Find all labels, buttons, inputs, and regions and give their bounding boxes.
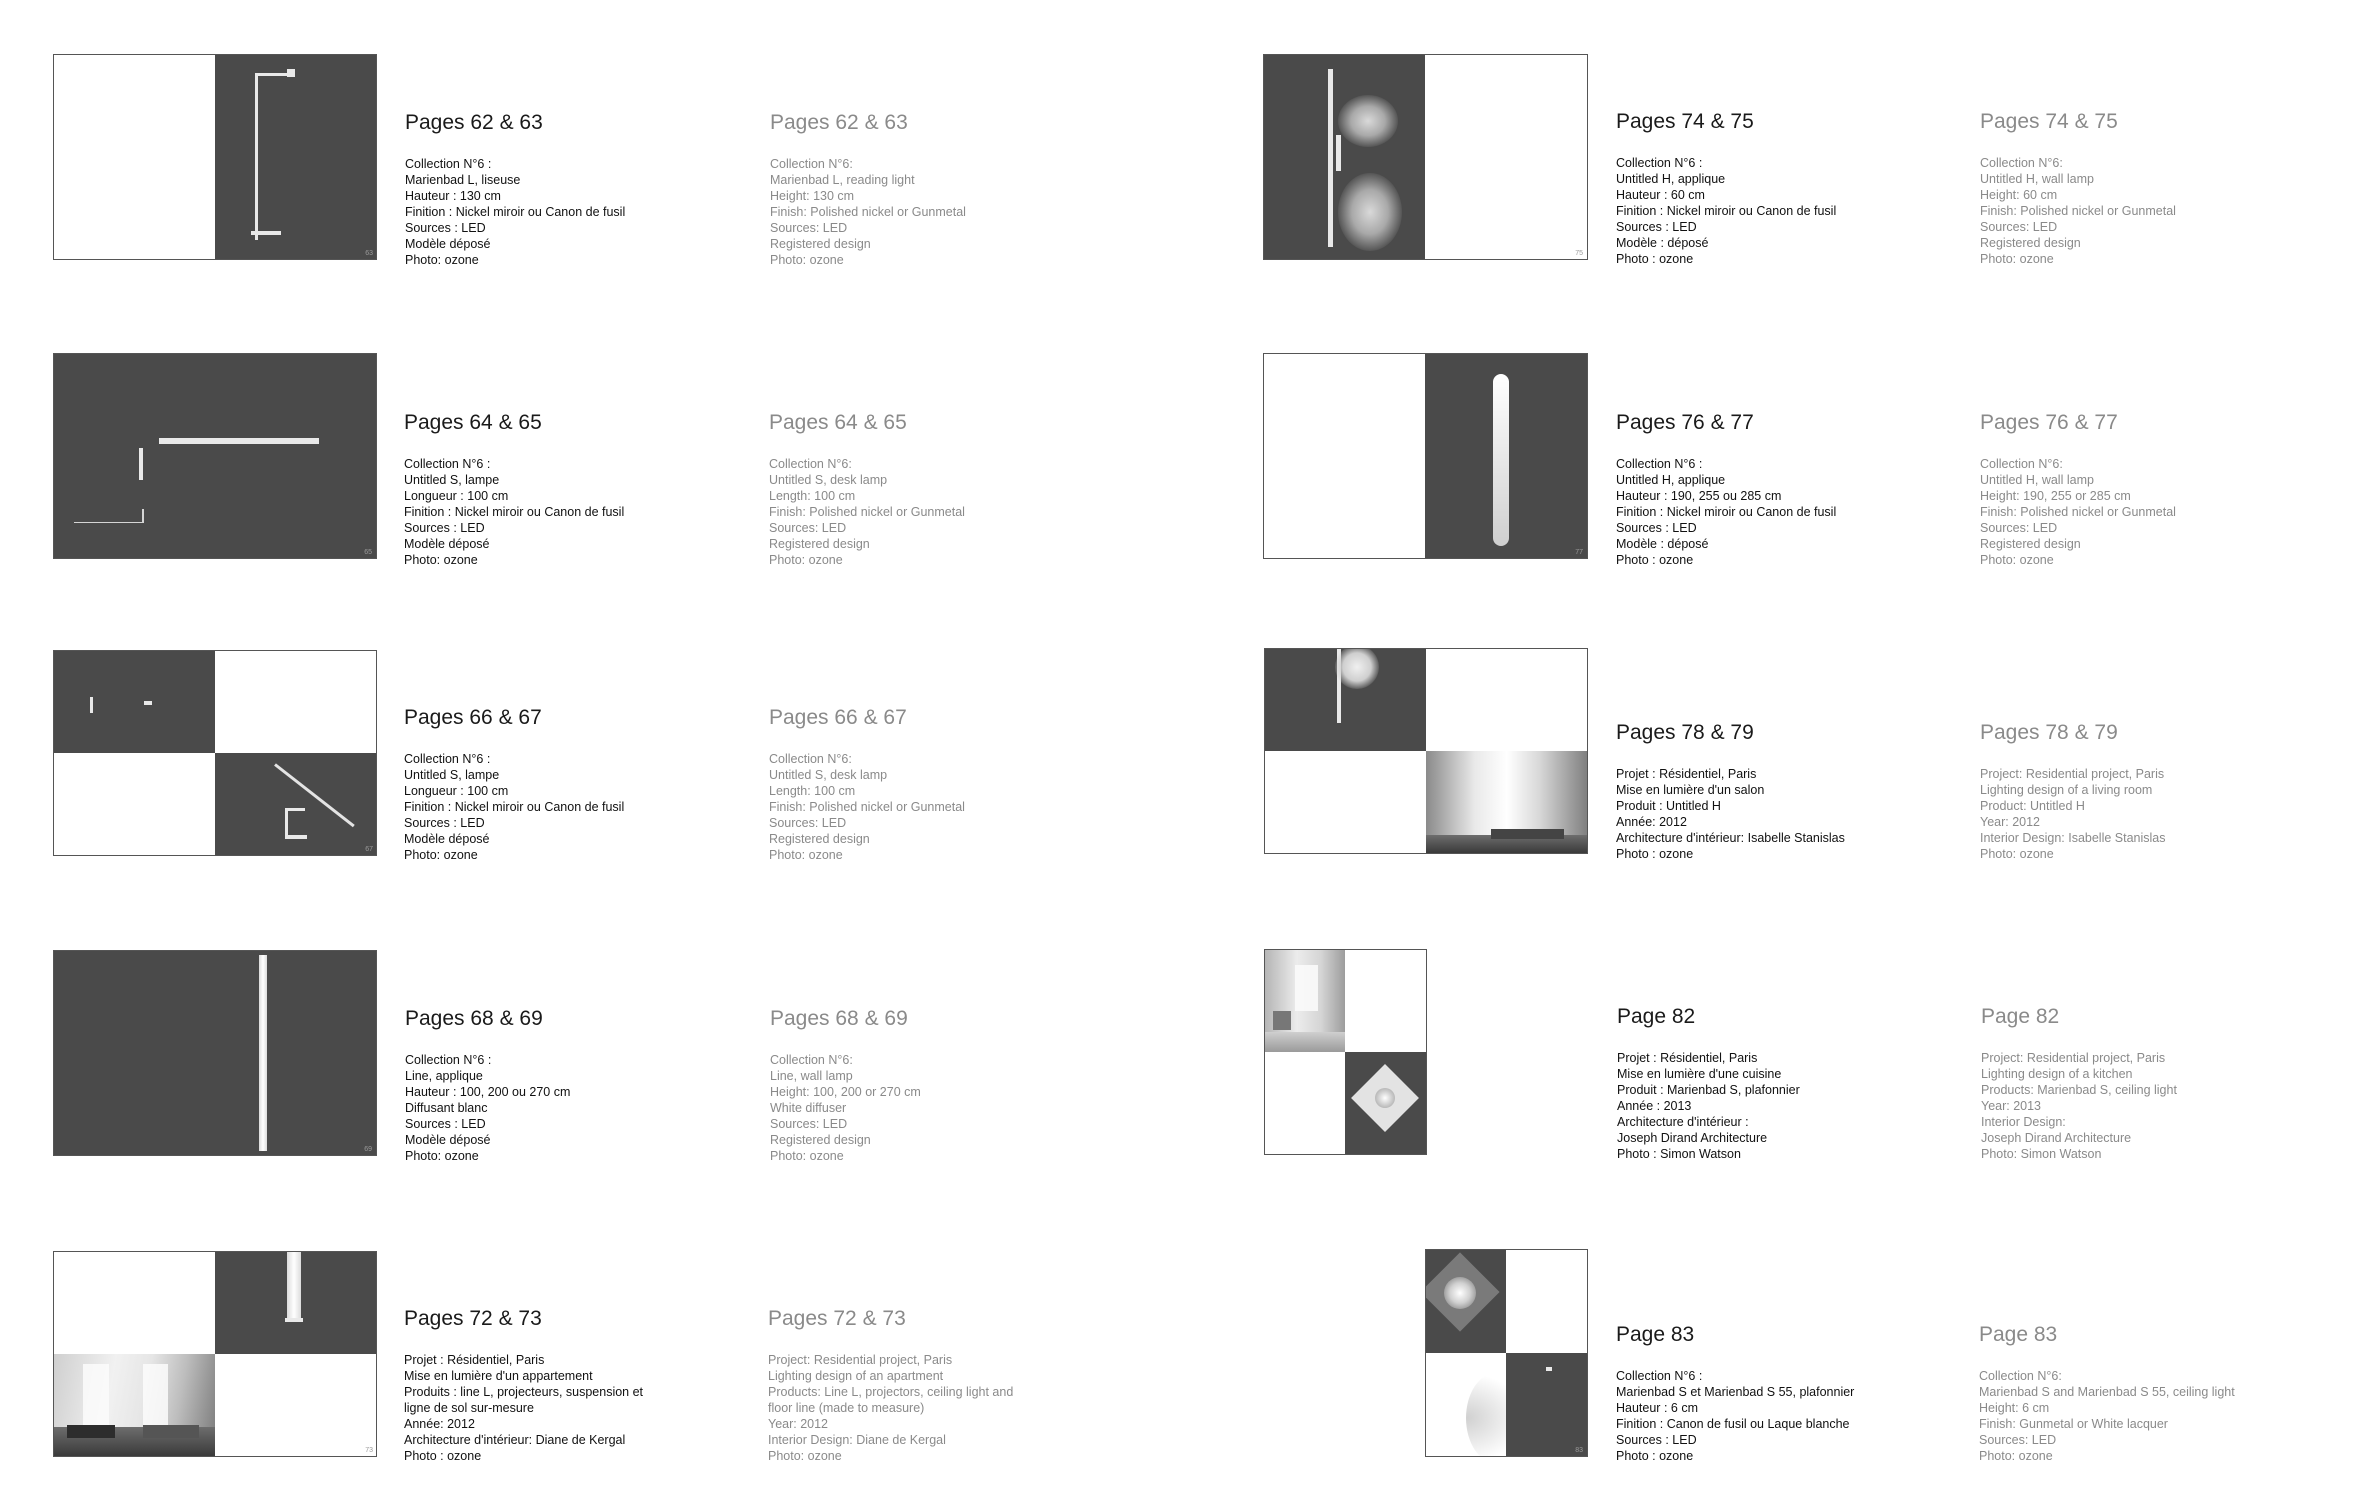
detail-line: Registered design: [1980, 537, 2081, 551]
entry-title: Pages 72 & 73: [404, 1307, 542, 1330]
entry-title: Pages 64 & 65: [404, 411, 542, 434]
entry-text-en: [1979, 1322, 2235, 1464]
detail-line: Interior Design:: [1981, 1115, 2066, 1129]
detail-line: Finition : Nickel miroir ou Canon de fusil: [1616, 204, 1837, 218]
detail-line: Sources: LED: [770, 221, 848, 235]
detail-line: Sources : LED: [1616, 1433, 1697, 1447]
detail-line: Photo: ozone: [404, 848, 478, 862]
interior-photo: [1426, 751, 1588, 853]
detail-line: Photo: ozone: [1979, 1449, 2053, 1463]
detail-line: Registered design: [770, 237, 871, 251]
detail-line: Hauteur : 60 cm: [1616, 188, 1705, 202]
entry-text-en: [769, 705, 965, 863]
detail-line: Hauteur : 100, 200 ou 270 cm: [405, 1085, 571, 1099]
detail-line: Sources : LED: [404, 816, 485, 830]
page-number: 73: [365, 1447, 373, 1454]
detail-line: Finish: Polished nickel or Gunmetal: [1980, 505, 2176, 519]
detail-line: Registered design: [769, 832, 870, 846]
detail-line: Photo: ozone: [769, 553, 843, 567]
detail-line: Hauteur : 130 cm: [405, 189, 501, 203]
detail-line: Year: 2013: [1981, 1099, 2042, 1113]
page-number: 77: [1575, 549, 1583, 556]
detail-line: Collection N°6:: [1980, 156, 2063, 170]
detail-line: Hauteur : 190, 255 ou 285 cm: [1616, 489, 1782, 503]
detail-line: Sources: LED: [769, 816, 847, 830]
detail-line: Modèle déposé: [405, 237, 491, 251]
detail-line: Photo : ozone: [1616, 252, 1694, 266]
detail-line: Photo : ozone: [404, 1449, 482, 1463]
entry-text-fr: [1616, 109, 1836, 267]
detail-line: Modèle : déposé: [1616, 236, 1709, 250]
page-number: 67: [365, 846, 373, 853]
entry-text-en: [770, 110, 966, 268]
detail-line: Untitled H, applique: [1616, 172, 1726, 186]
entry-title: Page 83: [1616, 1323, 1695, 1346]
detail-line: Hauteur : 6 cm: [1616, 1401, 1698, 1415]
detail-line: Année: 2012: [404, 1417, 475, 1431]
detail-line: Projet : Résidentiel, Paris: [404, 1353, 545, 1367]
detail-line: Project: Residential project, Paris: [768, 1353, 953, 1367]
entry-title: Pages 74 & 75: [1980, 110, 2118, 133]
entry-title: Page 82: [1981, 1005, 2060, 1028]
spread-thumbnail: [53, 950, 377, 1156]
page-number: 75: [1575, 250, 1583, 257]
detail-line: Finish: Polished nickel or Gunmetal: [769, 800, 965, 814]
detail-line: Mise en lumière d'un salon: [1616, 783, 1765, 797]
detail-line: Finish: Polished nickel or Gunmetal: [769, 505, 965, 519]
spread-thumbnail: [1264, 648, 1588, 854]
entry-text-en: [768, 1306, 1013, 1464]
entry-text-fr: [405, 110, 625, 268]
detail-line: Collection N°6:: [769, 752, 852, 766]
detail-line: Untitled S, desk lamp: [769, 473, 888, 487]
detail-line: Registered design: [769, 537, 870, 551]
detail-line: Photo: ozone: [1980, 252, 2054, 266]
detail-line: Finition : Nickel miroir ou Canon de fusil: [1616, 505, 1837, 519]
detail-line: Line, applique: [405, 1069, 483, 1083]
page-number: 65: [364, 549, 372, 556]
detail-line: Photo: ozone: [404, 553, 478, 567]
detail-line: Marienbad S et Marienbad S 55, plafonnier: [1616, 1385, 1855, 1399]
detail-line: Photo: ozone: [769, 848, 843, 862]
entry-text-fr: [404, 705, 624, 863]
entry-text-en: [769, 410, 965, 568]
detail-line: Project: Residential project, Paris: [1981, 1051, 2166, 1065]
detail-line: Photo: ozone: [768, 1449, 842, 1463]
detail-line: Finition : Nickel miroir ou Canon de fusil: [404, 800, 625, 814]
detail-line: Modèle déposé: [404, 537, 490, 551]
detail-line: Sources : LED: [1616, 220, 1697, 234]
detail-line: Finition : Nickel miroir ou Canon de fusil: [404, 505, 625, 519]
detail-line: Finish: Gunmetal or White lacquer: [1979, 1417, 2168, 1431]
detail-line: Untitled S, lampe: [404, 473, 500, 487]
detail-line: Collection N°6:: [1979, 1369, 2062, 1383]
detail-line: Joseph Dirand Architecture: [1617, 1131, 1768, 1145]
detail-line: Lighting design of a living room: [1980, 783, 2153, 797]
entry-text-en: [1981, 1004, 2177, 1162]
entry-text-fr: [404, 1306, 643, 1464]
detail-line: Sources : LED: [404, 521, 485, 535]
detail-line: Interior Design: Isabelle Stanislas: [1980, 831, 2166, 845]
page-number: 83: [1575, 1447, 1583, 1454]
detail-line: Sources: LED: [770, 1117, 848, 1131]
kitchen-photo: [1265, 950, 1345, 1052]
entry-title: Pages 64 & 65: [769, 411, 907, 434]
entry-text-fr: [1617, 1004, 1800, 1162]
entry-text-fr: [404, 410, 624, 568]
page-number: 69: [364, 1146, 372, 1153]
detail-line: Architecture d'intérieur: Diane de Kergal: [404, 1433, 626, 1447]
detail-line: Photo: ozone: [405, 253, 479, 267]
entry-text-fr: [405, 1006, 570, 1164]
entry-text-en: [1980, 410, 2176, 568]
detail-line: Photo: ozone: [770, 253, 844, 267]
entry-title: Page 83: [1979, 1323, 2058, 1346]
entry-text-en: [770, 1006, 921, 1164]
entry-title: Pages 76 & 77: [1616, 411, 1754, 434]
entry-title: Pages 78 & 79: [1980, 721, 2118, 744]
detail-line: Modèle : déposé: [1616, 537, 1709, 551]
page-number: 63: [365, 250, 373, 257]
spread-thumbnail: [53, 1251, 377, 1457]
detail-line: Collection N°6:: [770, 157, 853, 171]
detail-line: Untitled H, wall lamp: [1980, 172, 2094, 186]
entry-title: Pages 78 & 79: [1616, 721, 1754, 744]
detail-line: Produits : line L, projecteurs, suspension et: [404, 1385, 644, 1399]
detail-line: Height: 60 cm: [1980, 188, 2058, 202]
detail-line: Sources: LED: [1979, 1433, 2057, 1447]
detail-line: Height: 6 cm: [1979, 1401, 2050, 1415]
entry-title: Page 82: [1617, 1005, 1696, 1028]
entry-title: Pages 74 & 75: [1616, 110, 1754, 133]
detail-line: Finish: Polished nickel or Gunmetal: [770, 205, 966, 219]
detail-line: floor line (made to measure): [768, 1401, 925, 1415]
spread-thumbnail: [53, 54, 377, 260]
detail-line: Joseph Dirand Architecture: [1981, 1131, 2132, 1145]
detail-line: Photo : ozone: [1616, 847, 1694, 861]
detail-line: Collection N°6 :: [405, 1053, 492, 1067]
entry-title: Pages 72 & 73: [768, 1307, 906, 1330]
detail-line: Photo : Simon Watson: [1617, 1147, 1741, 1161]
detail-line: Length: 100 cm: [769, 489, 856, 503]
page-thumbnail: [1264, 949, 1427, 1155]
detail-line: Interior Design: Diane de Kergal: [768, 1433, 946, 1447]
detail-line: Untitled S, lampe: [404, 768, 500, 782]
entry-text-en: [1980, 109, 2176, 267]
detail-line: Registered design: [770, 1133, 871, 1147]
detail-line: Modèle déposé: [404, 832, 490, 846]
detail-line: Modèle déposé: [405, 1133, 491, 1147]
detail-line: Collection N°6 :: [1616, 1369, 1703, 1383]
detail-line: Finish: Polished nickel or Gunmetal: [1980, 204, 2176, 218]
detail-line: Architecture d'intérieur :: [1617, 1115, 1749, 1129]
detail-line: Projet : Résidentiel, Paris: [1616, 767, 1757, 781]
detail-line: Photo: ozone: [770, 1149, 844, 1163]
detail-line: Mise en lumière d'un appartement: [404, 1369, 593, 1383]
detail-line: Height: 100, 200 or 270 cm: [770, 1085, 921, 1099]
detail-line: Untitled H, wall lamp: [1980, 473, 2094, 487]
spread-thumbnail: [1263, 54, 1588, 260]
detail-line: White diffuser: [770, 1101, 847, 1115]
detail-line: Lighting design of an apartment: [768, 1369, 944, 1383]
detail-line: Longueur : 100 cm: [404, 489, 509, 503]
detail-line: Photo: Simon Watson: [1981, 1147, 2102, 1161]
entry-text-fr: [1616, 720, 1845, 862]
page-thumbnail: [1425, 1249, 1588, 1457]
detail-line: Année: 2012: [1616, 815, 1687, 829]
spread-thumbnail: [1263, 353, 1588, 559]
detail-line: Finition : Canon de fusil ou Laque blanche: [1616, 1417, 1850, 1431]
detail-line: Project: Residential project, Paris: [1980, 767, 2165, 781]
detail-line: ligne de sol sur-mesure: [404, 1401, 534, 1415]
entry-title: Pages 68 & 69: [405, 1007, 543, 1030]
detail-line: Products: Marienbad S, ceiling light: [1981, 1083, 2177, 1097]
entry-text-en: [1980, 720, 2166, 862]
detail-line: Line, wall lamp: [770, 1069, 853, 1083]
entry-title: Pages 76 & 77: [1980, 411, 2118, 434]
detail-line: Photo : ozone: [1616, 553, 1694, 567]
detail-line: Lighting design of a kitchen: [1981, 1067, 2133, 1081]
detail-line: Photo: ozone: [1980, 847, 2054, 861]
detail-line: Year: 2012: [1980, 815, 2041, 829]
entry-title: Pages 62 & 63: [770, 111, 908, 134]
detail-line: Collection N°6 :: [1616, 457, 1703, 471]
entry-text-fr: [1616, 1322, 1854, 1464]
detail-line: Height: 190, 255 or 285 cm: [1980, 489, 2131, 503]
detail-line: Collection N°6 :: [1616, 156, 1703, 170]
detail-line: Collection N°6 :: [404, 752, 491, 766]
detail-line: Finition : Nickel miroir ou Canon de fusil: [405, 205, 626, 219]
detail-line: Produit : Untitled H: [1616, 799, 1721, 813]
detail-line: Untitled H, applique: [1616, 473, 1726, 487]
interior-photo: [54, 1354, 215, 1456]
detail-line: Collection N°6 :: [404, 457, 491, 471]
spread-thumbnail: [53, 353, 377, 559]
detail-line: Product: Untitled H: [1980, 799, 2085, 813]
detail-line: Sources: LED: [769, 521, 847, 535]
detail-line: Mise en lumière d'une cuisine: [1617, 1067, 1782, 1081]
detail-line: Untitled S, desk lamp: [769, 768, 888, 782]
detail-line: Sources: LED: [1980, 220, 2058, 234]
entry-title: Pages 62 & 63: [405, 111, 543, 134]
spread-thumbnail: [53, 650, 377, 856]
detail-line: Marienbad S and Marienbad S 55, ceiling light: [1979, 1385, 2235, 1399]
detail-line: Sources : LED: [405, 221, 486, 235]
detail-line: Sources : LED: [1616, 521, 1697, 535]
entry-text-fr: [1616, 410, 1836, 568]
detail-line: Length: 100 cm: [769, 784, 856, 798]
detail-line: Collection N°6:: [1980, 457, 2063, 471]
entry-title: Pages 66 & 67: [769, 706, 907, 729]
detail-line: Year: 2012: [768, 1417, 829, 1431]
detail-line: Photo: ozone: [1980, 553, 2054, 567]
detail-line: Longueur : 100 cm: [404, 784, 509, 798]
detail-line: Sources : LED: [405, 1117, 486, 1131]
detail-line: Marienbad L, liseuse: [405, 173, 521, 187]
entry-title: Pages 68 & 69: [770, 1007, 908, 1030]
detail-line: Diffusant blanc: [405, 1101, 488, 1115]
detail-line: Année : 2013: [1617, 1099, 1692, 1113]
detail-line: Registered design: [1980, 236, 2081, 250]
detail-line: Collection N°6 :: [405, 157, 492, 171]
detail-line: Sources: LED: [1980, 521, 2058, 535]
detail-line: Height: 130 cm: [770, 189, 855, 203]
detail-line: Produit : Marienbad S, plafonnier: [1617, 1083, 1800, 1097]
detail-line: Collection N°6:: [770, 1053, 853, 1067]
detail-line: Projet : Résidentiel, Paris: [1617, 1051, 1758, 1065]
detail-line: Products: Line L, projectors, ceiling light and: [768, 1385, 1014, 1399]
detail-line: Architecture d'intérieur: Isabelle Stanislas: [1616, 831, 1845, 845]
detail-line: Marienbad L, reading light: [770, 173, 915, 187]
detail-line: Photo : ozone: [1616, 1449, 1694, 1463]
detail-line: Collection N°6:: [769, 457, 852, 471]
entry-title: Pages 66 & 67: [404, 706, 542, 729]
detail-line: Photo: ozone: [405, 1149, 479, 1163]
